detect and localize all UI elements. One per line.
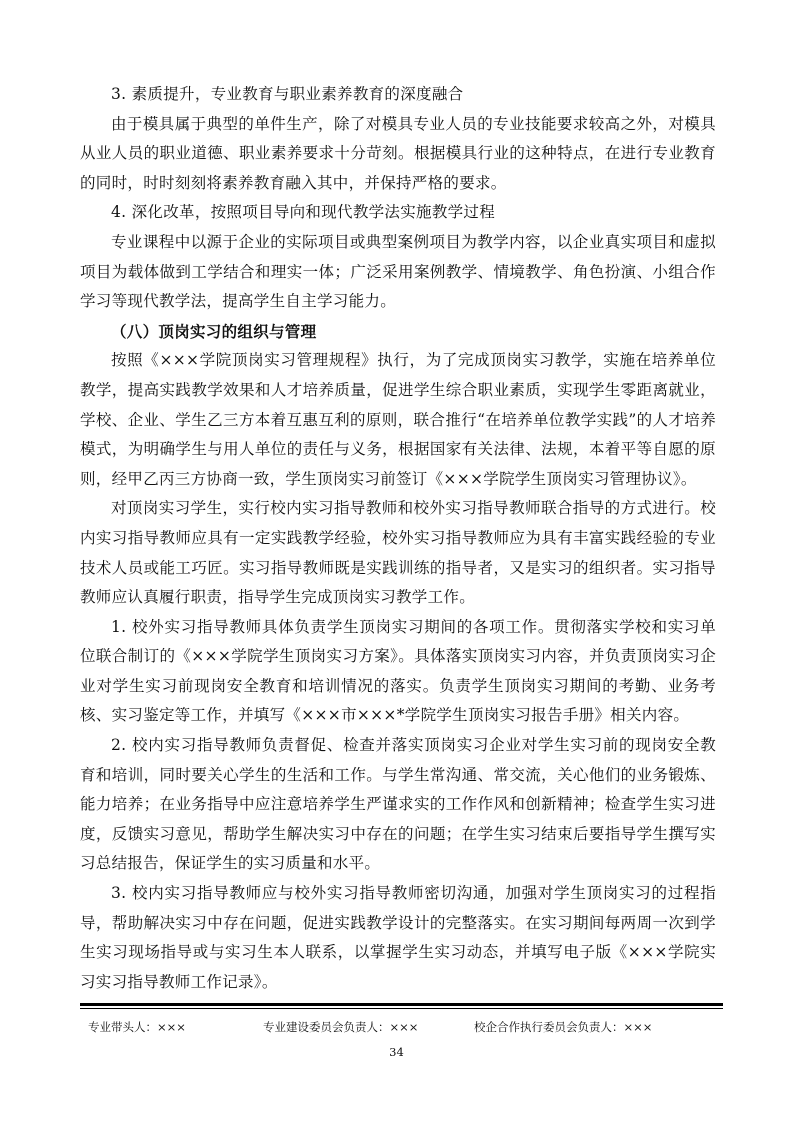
paragraph-joint-guidance: 对顶岗实习学生，实行校内实习指导教师和校外实习指导教师联合指导的方式进行。校内实习指导教师应具有一定实践教学经验，校外实习指导教师应为具有丰富实践经验的专业技术人员或能工巧匠。实习指导教师既是实践训练的指导者，又是实习的组织者。实习指导教师应认真履行职责，指导学生完成顶岗实习教学工作。	[80, 499, 716, 607]
paragraph-point-4: 4. 深化改革，按照项目导向和现代教学法实施教学过程	[111, 203, 496, 222]
paragraph-curriculum: 专业课程中以源于企业的实际项目或典型案例项目为教学内容，以企业真实项目和虚拟项目为载体做到工学结合和理实一体；广泛采用案例教学、情境教学、角色扮演、小组合作学习等现代教学法，提高学生自主学习能力。	[80, 232, 716, 311]
footer-divider-thin	[80, 1008, 723, 1009]
paragraph-point-3: 3. 素质提升，专业教育与职业素养教育的深度融合	[111, 85, 464, 103]
document-body	[80, 80, 716, 997]
section-heading-internship: （八）顶岗实习的组织与管理	[111, 321, 317, 341]
paragraph-internal-teacher: 2. 校内实习指导教师负责督促、检查并落实顶岗实习企业对学生实习前的现岗安全教育和培训，同时要关心学生的生活和工作。与学生常沟通、常交流，关心他们的业务锻炼、能力培养；在业务指导中应注意培养学生严谨求实的工作作风和创新精神；检查学生实习进度，反馈实习意见，帮助学生解决实习中存在的问题；在学生实习结束后要指导学生撰写实习总结报告，保证学生的实习质量和水平。	[80, 736, 716, 873]
footer-divider-thick	[80, 1003, 723, 1006]
footer-committee-head: 专业建设委员会负责人：×××	[263, 1020, 419, 1034]
paragraph-external-teacher: 1. 校外实习指导教师具体负责学生顶岗实习期间的各项工作。贯彻落实学校和实习单位联合制订的《×××学院学生顶岗实习方案》。具体落实顶岗实习内容，并负责顶岗实习企业对学生实习前现岗安全教育和培训情况的落实。负责学生顶岗实习期间的考勤、业务考核、实习鉴定等工作，并填写《×××市×××*学院学生顶岗实习报告手册》相关内容。	[80, 617, 716, 725]
footer-major-leader: 专业带头人：×××	[88, 1020, 186, 1034]
page-number: 34	[389, 1045, 404, 1059]
paragraph-communication: 3. 校内实习指导教师应与校外实习指导教师密切沟通，加强对学生顶岗实习的过程指导，帮助解决实习中存在问题，促进实践教学设计的完整落实。在实习期间每两周一次到学生实习现场指导或与实习生本人联系，以掌握学生实习动态，并填写电子版《×××学院实习实习指导教师工作记录》。	[80, 884, 716, 991]
footer-school-enterprise-head: 校企合作执行委员会负责人：×××	[474, 1020, 653, 1034]
paragraph-regulations: 按照《×××学院顶岗实习管理规程》执行，为了完成顶岗实习教学，实施在培养单位教学，提高实践教学效果和人才培养质量，促进学生综合职业素质，实现学生零距离就业，学校、企业、学生乙三方本着互惠互利的原则，联合推行“在培养单位教学实践”的人才培养模式，为明确学生与用人单位的责任与义务，根据国家有关法律、法规，本着平等自愿的原则，经甲乙丙三方协商一致，学生顶岗实习前签订《×××学院学生顶岗实习管理协议》。	[80, 351, 716, 488]
paragraph-mold-quality: 由于模具属于典型的单件生产，除了对模具专业人员的专业技能要求较高之外，对模具从业人员的职业道德、职业素养要求十分苛刻。根据模具行业的这种特点，在进行专业教育的同时，时时刻刻将素养教育融入其中，并保持严格的要求。	[80, 114, 716, 192]
